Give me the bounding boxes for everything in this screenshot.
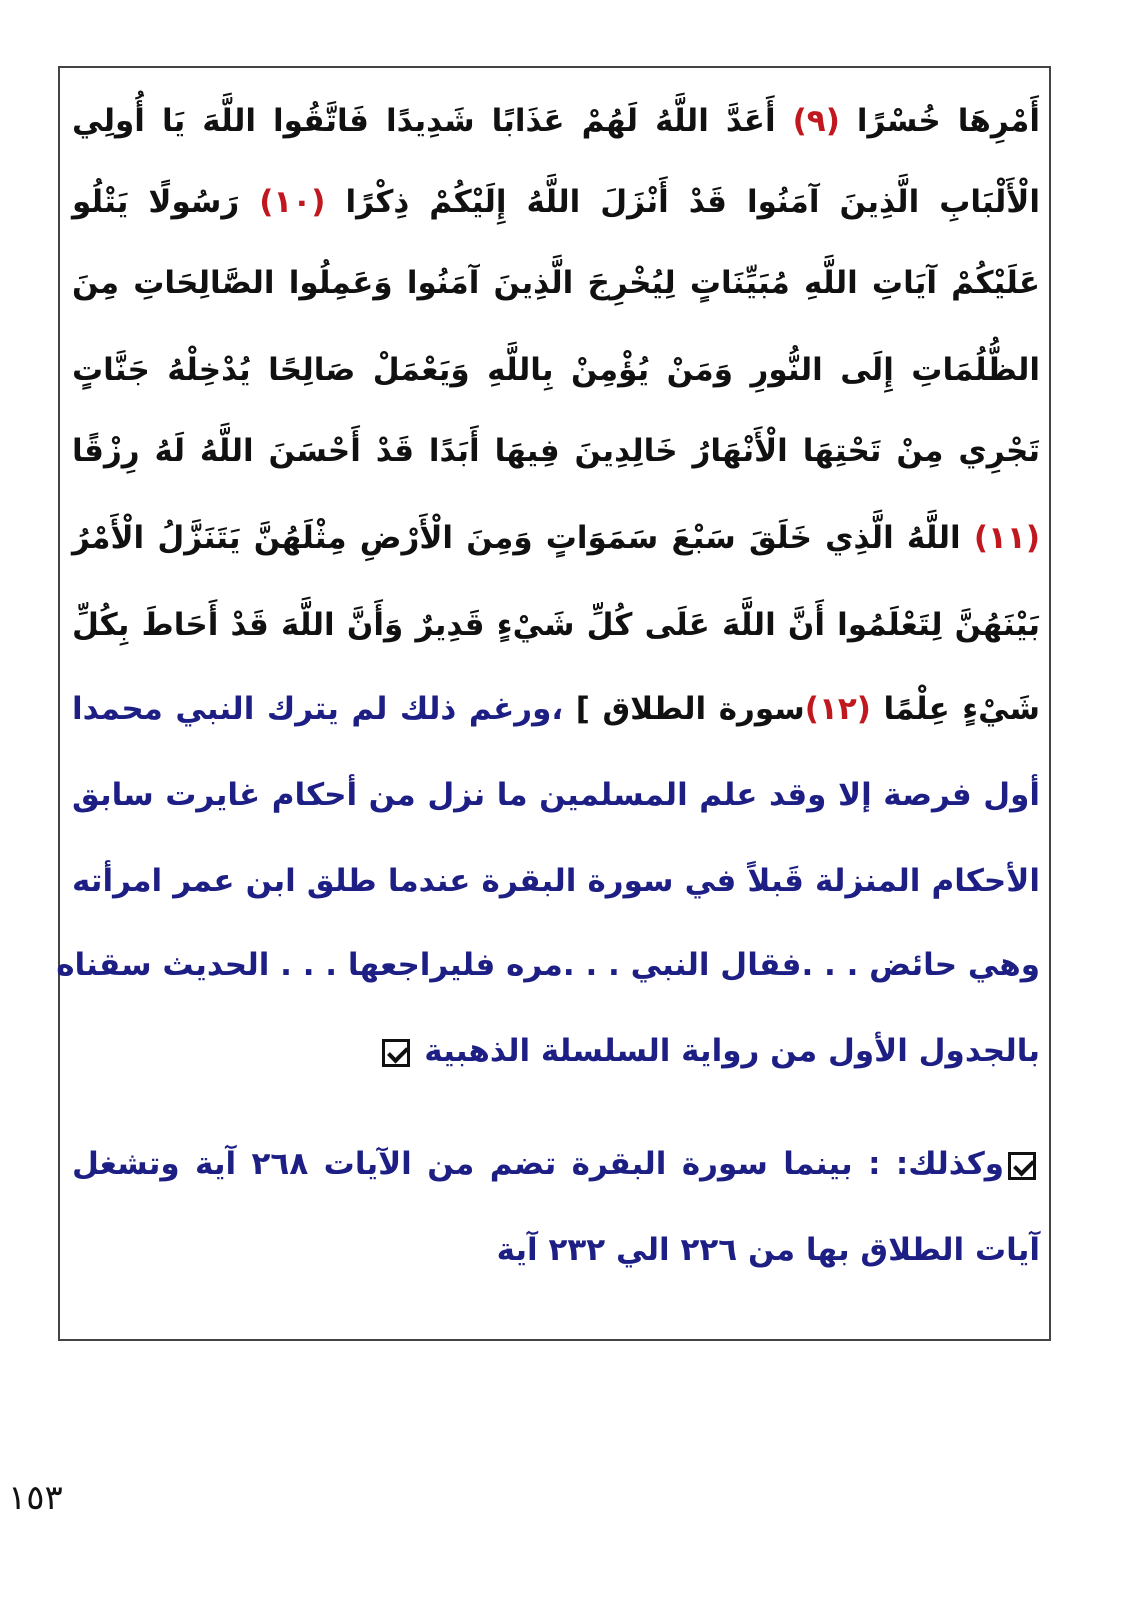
text-segment: عَلَيْكُمْ آيَاتِ اللَّهِ مُبَيِّنَاتٍ لِيُخْرِجَ الَّذِينَ آمَنُوا وَعَمِلُوا الصَّالِحَاتِ مِنَ <box>72 265 1040 301</box>
text-segment: ،ورغم ذلك لم يترك النبي محمدا <box>72 691 576 727</box>
text-segment: وكذلك: : بينما سورة البقرة تضم من الآيات ٢٦٨ آية وتشغل <box>72 1146 1004 1182</box>
text-line <box>72 861 1040 901</box>
verse-number: (١٠) <box>259 184 326 220</box>
text-line <box>72 101 1040 141</box>
text-line <box>72 518 1040 558</box>
text-segment: وهي حائض . . .فقال النبي . . .مره فليراجعها . . . الحديث سقناه <box>56 947 1040 983</box>
checkbox-checked-icon <box>382 1039 410 1067</box>
verse-number: (٩) <box>792 103 840 139</box>
text-line <box>72 1144 1040 1184</box>
text-line <box>72 689 1040 729</box>
text-line <box>72 605 1040 645</box>
page-number: ١٥٣ <box>8 1478 63 1518</box>
text-segment: تَجْرِي مِنْ تَحْتِهَا الْأَنْهَارُ خَالِدِينَ فِيهَا أَبَدًا قَدْ أَحْسَنَ اللَّهُ لَهُ رِزْقًا <box>72 433 1040 469</box>
text-segment: شَيْءٍ عِلْمًا <box>870 691 1040 727</box>
text-line <box>72 350 1040 390</box>
text-line <box>72 263 1040 303</box>
text-segment: آيات الطلاق بها من ٢٢٦ الي ٢٣٢ آية <box>496 1232 1040 1268</box>
text-segment: رَسُولًا يَتْلُو <box>72 184 260 220</box>
text-line <box>72 775 1040 815</box>
text-segment: أَمْرِهَا خُسْرًا <box>839 103 1040 139</box>
text-line <box>72 1031 1040 1071</box>
text-segment: سورة الطلاق ] <box>575 691 805 727</box>
text-segment: الظُّلُمَاتِ إِلَى النُّورِ وَمَنْ يُؤْمِنْ بِاللَّهِ وَيَعْمَلْ صَالِحًا يُدْخِلْهُ جَنَّاتٍ <box>72 352 1040 388</box>
text-segment: الأحكام المنزلة قَبلاً في سورة البقرة عندما طلق ابن عمر امرأته <box>72 863 1040 899</box>
checkbox-checked-icon <box>1008 1152 1036 1180</box>
text-segment: أَعَدَّ اللَّهُ لَهُمْ عَذَابًا شَدِيدًا فَاتَّقُوا اللَّهَ يَا أُولِي <box>72 103 793 139</box>
text-segment: بَيْنَهُنَّ لِتَعْلَمُوا أَنَّ اللَّهَ عَلَى كُلِّ شَيْءٍ قَدِيرٌ وَأَنَّ اللَّهَ قَدْ أَحَاطَ بِكُلِّ <box>72 607 1040 643</box>
text-segment: اللَّهُ الَّذِي خَلَقَ سَبْعَ سَمَوَاتٍ وَمِنَ الْأَرْضِ مِثْلَهُنَّ يَتَنَزَّلُ الْأَمْرُ <box>72 520 974 556</box>
text-segment: أول فرصة إلا وقد علم المسلمين ما نزل من أحكام غايرت سابق <box>72 777 1040 813</box>
text-line <box>72 182 1040 222</box>
text-line <box>56 945 1040 985</box>
text-line <box>72 431 1040 471</box>
verse-number: (١٢) <box>804 691 871 727</box>
text-segment: الْأَلْبَابِ الَّذِينَ آمَنُوا قَدْ أَنْزَلَ اللَّهُ إِلَيْكُمْ ذِكْرًا <box>325 184 1040 220</box>
text-line <box>72 1230 1040 1270</box>
text-segment: بالجدول الأول من رواية السلسلة الذهبية <box>413 1033 1040 1069</box>
verse-number: (١١) <box>973 520 1040 556</box>
